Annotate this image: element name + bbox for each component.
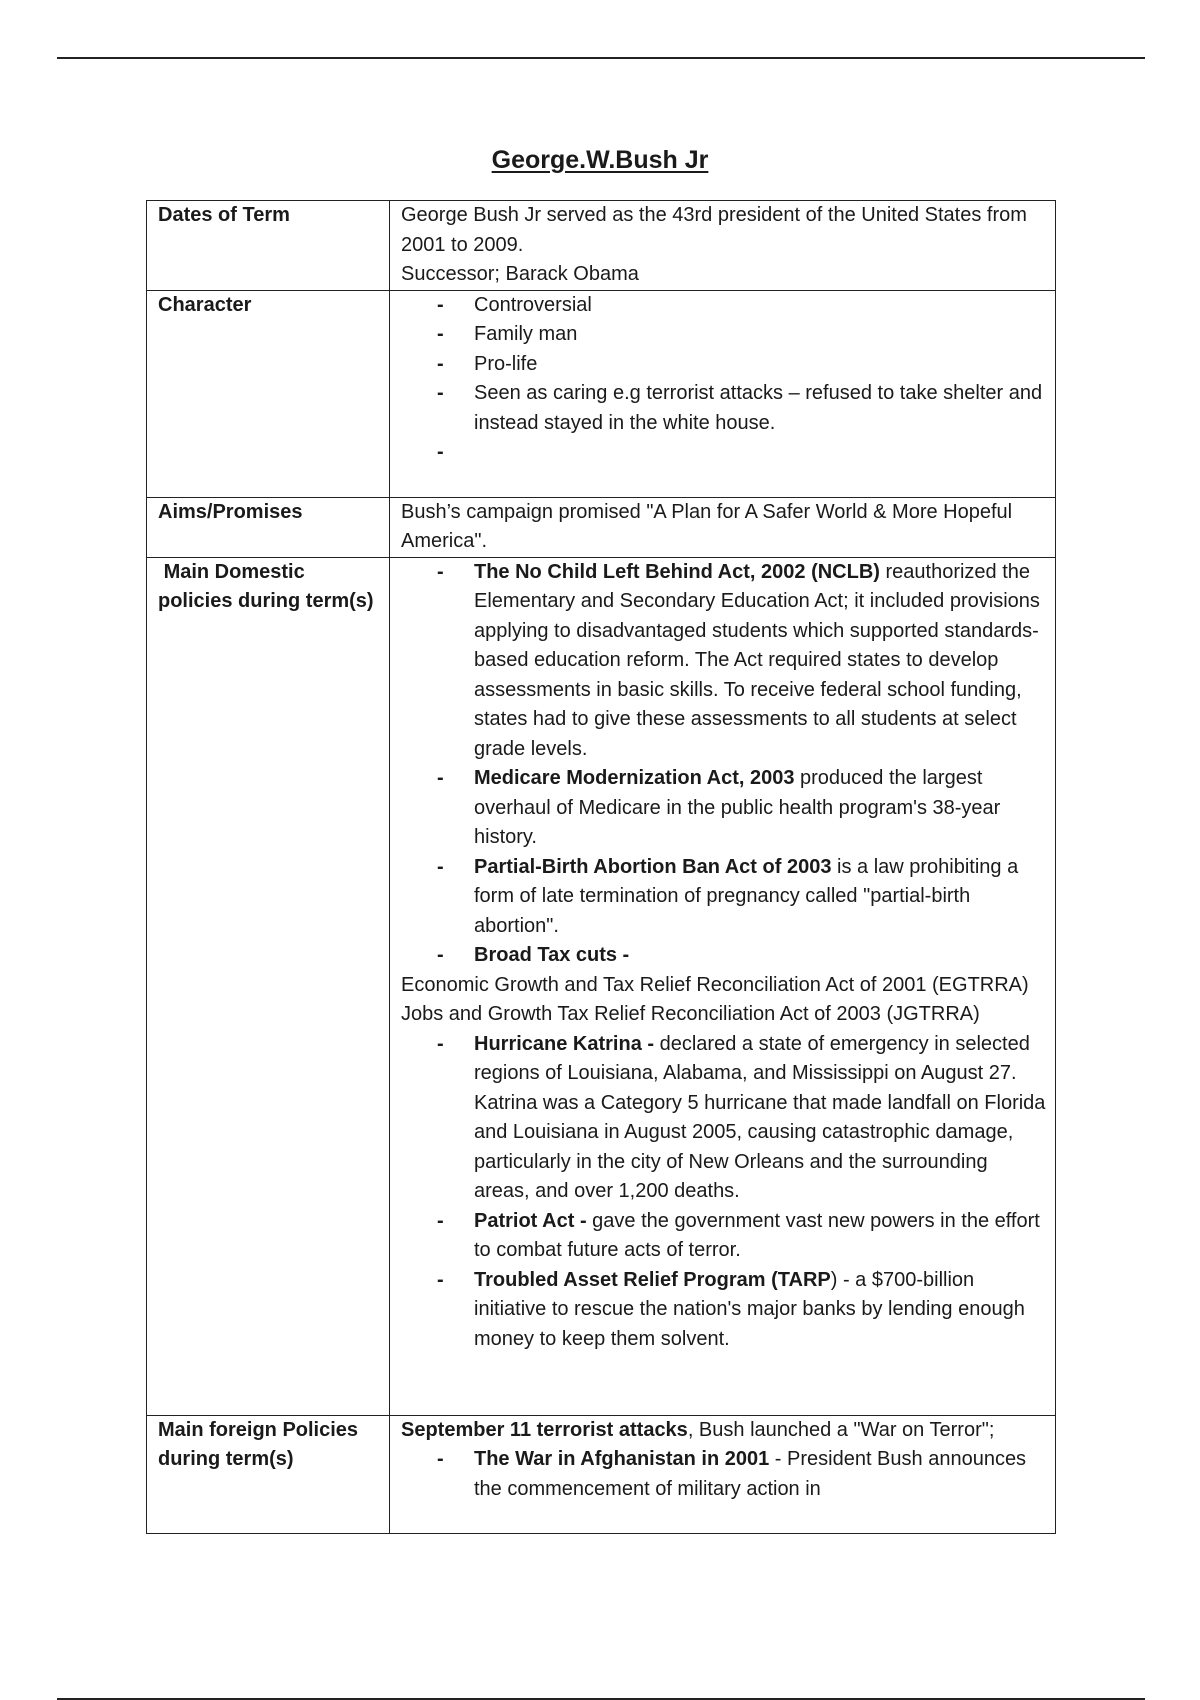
list-item: - Controversial [401, 291, 1046, 321]
domestic-list [401, 558, 1046, 971]
list-item: - The No Child Left Behind Act, 2002 (NCLB) reauthorized the Elementary and Secondary Education Act; it included provisions applying to disadvantaged students which supported standards-based education reform. The Act required states to develop assessments in basic skills. To receive federal school funding, states had to give these assessments to all students at select grade levels. [401, 558, 1046, 765]
list-item: - Medicare Modernization Act, 2003 produced the largest overhaul of Medicare in the public health program's 38-year history. [401, 764, 1046, 853]
president-profile-table [146, 200, 1056, 1534]
row-content-dates [390, 201, 1056, 291]
aims-text: Bush’s campaign promised "A Plan for A Safer World & More Hopeful America". [401, 500, 1013, 552]
character-list [401, 291, 1046, 468]
domestic-list-continued [401, 1030, 1046, 1355]
tax-act-line: Economic Growth and Tax Relief Reconciliation Act of 2001 (EGTRRA) [401, 973, 1029, 996]
row-content-domestic [390, 557, 1056, 1415]
header-rule [57, 57, 1145, 59]
list-item: - Broad Tax cuts - [401, 941, 1046, 971]
table-row-aims [147, 497, 1056, 557]
dates-text: George Bush Jr served as the 43rd president of the United States from 2001 to 2009. [401, 204, 1027, 256]
row-label-foreign: Main foreign Policies during term(s) [147, 1415, 390, 1533]
table-row-domestic [147, 557, 1056, 1415]
list-item: - Troubled Asset Relief Program (TARP) - a $700-billion initiative to rescue the nation's major banks by lending enough money to keep them solvent. [401, 1266, 1046, 1355]
table-row-character [147, 290, 1056, 497]
list-item: - Hurricane Katrina - declared a state of emergency in selected regions of Louisiana, Alabama, and Mississippi on August 27. Katrina was a Category 5 hurricane that made landfall on Florida and Louisiana in August 2005, causing catastrophic damage, particularly in the city of New Orleans and the surrounding areas, and over 1,200 deaths. [401, 1030, 1046, 1207]
list-item: - Family man [401, 320, 1046, 350]
table-row-dates [147, 201, 1056, 291]
row-label-aims: Aims/Promises [147, 497, 390, 557]
document-title: George.W.Bush Jr [491, 146, 709, 174]
row-label-character: Character [147, 290, 390, 497]
tax-act-line: Jobs and Growth Tax Relief Reconciliation Act of 2003 (JGTRRA) [401, 1003, 980, 1025]
list-item: - Patriot Act - gave the government vast new powers in the effort to combat future acts of terror. [401, 1207, 1046, 1266]
foreign-intro: September 11 terrorist attacks, Bush launched a "War on Terror"; [401, 1418, 995, 1441]
table-row-foreign [147, 1415, 1056, 1533]
list-item: - Partial-Birth Abortion Ban Act of 2003 is a law prohibiting a form of late termination of pregnancy called "partial-birth abortion". [401, 853, 1046, 942]
list-item: - The War in Afghanistan in 2001 - President Bush announces the commencement of military action in [401, 1445, 1046, 1504]
list-item: - Pro-life [401, 350, 1046, 380]
row-label-dates: Dates of Term [147, 201, 390, 291]
list-item-empty [401, 438, 1046, 468]
successor-text: Successor; Barack Obama [401, 263, 639, 285]
row-content-aims [390, 497, 1056, 557]
row-content-foreign [390, 1415, 1056, 1533]
list-item: - Seen as caring e.g terrorist attacks – refused to take shelter and instead stayed in the white house. [401, 379, 1046, 438]
row-content-character [390, 290, 1056, 497]
row-label-domestic: Main Domestic policies during term(s) [147, 557, 390, 1415]
foreign-list [401, 1445, 1046, 1504]
